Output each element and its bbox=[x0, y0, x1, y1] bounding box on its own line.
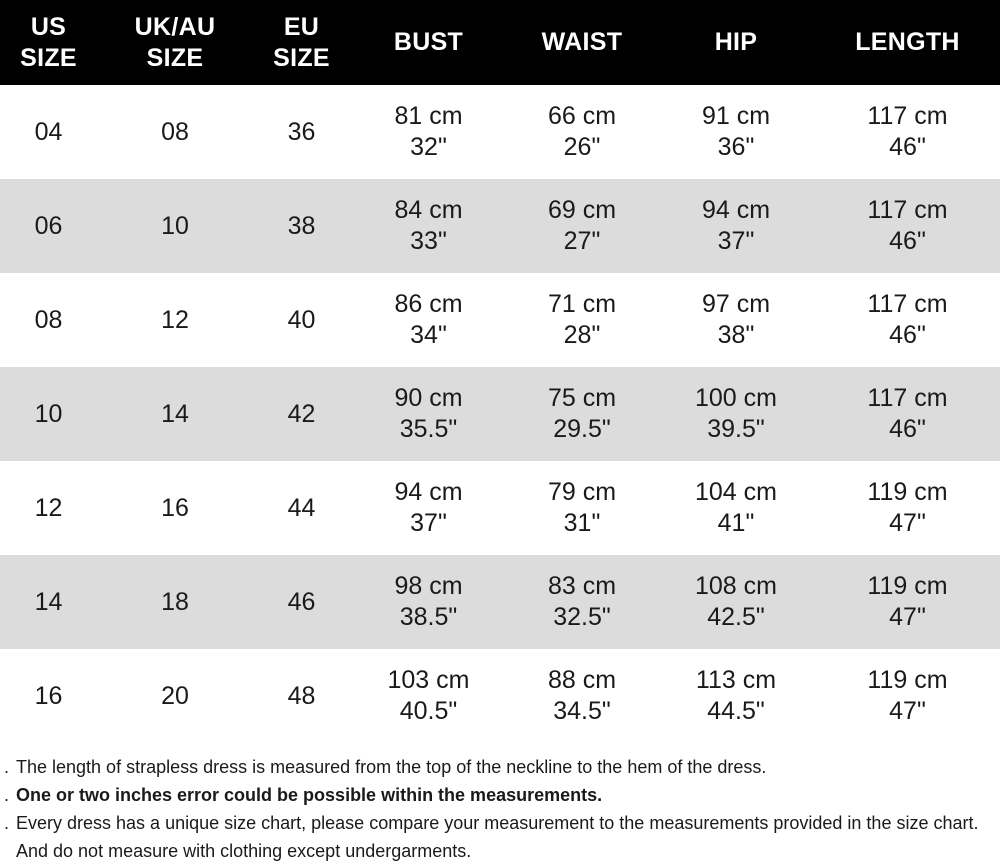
hip-cm-value: 97 cm bbox=[701, 290, 771, 318]
cell-eu-size: 36 bbox=[287, 117, 316, 146]
header-uk-au-size: UK/AU SIZE bbox=[134, 12, 216, 72]
header-hip: HIP bbox=[714, 28, 758, 56]
cell-us-size: 16 bbox=[34, 681, 63, 710]
length-cm-value: 117 cm bbox=[867, 196, 948, 224]
cell-waist bbox=[507, 179, 657, 273]
note-item bbox=[4, 753, 1000, 781]
table-header-row bbox=[0, 0, 1000, 85]
bust-inch-value: 33" bbox=[410, 227, 447, 255]
cell-length bbox=[815, 85, 1000, 179]
cell-bust bbox=[350, 273, 507, 367]
cell-uk-size: 14 bbox=[161, 399, 189, 428]
hip-cm-value: 108 cm bbox=[695, 572, 777, 600]
cell-bust bbox=[350, 367, 507, 461]
cell-eu-size: 44 bbox=[287, 493, 316, 522]
hip-cm-value: 91 cm bbox=[701, 102, 771, 130]
cell-uk-size: 08 bbox=[161, 117, 189, 146]
length-inch-value: 47" bbox=[889, 697, 926, 725]
bust-cm-value: 81 cm bbox=[394, 102, 463, 130]
hip-inch-value: 39.5" bbox=[707, 415, 765, 443]
cell-hip bbox=[657, 555, 815, 649]
cell-us-size: 12 bbox=[34, 493, 63, 522]
header-bust: BUST bbox=[393, 28, 464, 56]
cell-us-size: 04 bbox=[34, 117, 63, 146]
hip-inch-value: 38" bbox=[717, 321, 755, 349]
table-row bbox=[0, 461, 1000, 555]
cell-us-size: 14 bbox=[34, 587, 63, 616]
note-text: Every dress has a unique size chart, please compare your measurement to the measurements provided in the size chart. And do not measure with clothing except undergarments. bbox=[16, 813, 979, 861]
note-bullet: . bbox=[4, 813, 10, 833]
cell-bust bbox=[350, 555, 507, 649]
cell-hip bbox=[657, 273, 815, 367]
cell-length bbox=[815, 555, 1000, 649]
length-inch-value: 47" bbox=[889, 603, 926, 631]
cell-length bbox=[815, 461, 1000, 555]
cell-eu-size: 48 bbox=[287, 681, 316, 710]
length-cm-value: 117 cm bbox=[867, 290, 948, 318]
hip-inch-value: 42.5" bbox=[707, 603, 765, 631]
length-cm-value: 117 cm bbox=[867, 384, 948, 412]
length-cm-value: 119 cm bbox=[867, 572, 948, 600]
waist-cm-value: 66 cm bbox=[547, 102, 617, 130]
length-cm-value: 119 cm bbox=[867, 666, 948, 694]
table-row bbox=[0, 649, 1000, 743]
note-item bbox=[4, 781, 1000, 809]
cell-length bbox=[815, 179, 1000, 273]
header-eu-size: EU SIZE bbox=[273, 12, 330, 72]
cell-eu-size: 46 bbox=[287, 587, 316, 616]
cell-uk-size: 18 bbox=[161, 587, 189, 616]
length-inch-value: 46" bbox=[889, 227, 926, 255]
bust-cm-value: 103 cm bbox=[387, 666, 470, 694]
waist-inch-value: 27" bbox=[563, 227, 601, 255]
notes-section bbox=[0, 743, 1000, 865]
note-bullet: . bbox=[4, 785, 10, 805]
cell-eu-size: 40 bbox=[287, 305, 316, 334]
waist-cm-value: 75 cm bbox=[547, 384, 617, 412]
table-row bbox=[0, 367, 1000, 461]
bust-inch-value: 38.5" bbox=[399, 603, 458, 631]
bust-cm-value: 86 cm bbox=[394, 290, 463, 318]
bust-cm-value: 98 cm bbox=[394, 572, 463, 600]
waist-cm-value: 69 cm bbox=[547, 196, 617, 224]
header-us-size: US SIZE bbox=[20, 12, 77, 72]
cell-waist bbox=[507, 367, 657, 461]
bust-inch-value: 35.5" bbox=[399, 415, 458, 443]
hip-inch-value: 36" bbox=[717, 133, 755, 161]
waist-inch-value: 34.5" bbox=[553, 697, 611, 725]
hip-inch-value: 44.5" bbox=[707, 697, 765, 725]
cell-waist bbox=[507, 85, 657, 179]
waist-inch-value: 31" bbox=[563, 509, 601, 537]
header-length: LENGTH bbox=[855, 28, 960, 56]
cell-hip bbox=[657, 649, 815, 743]
cell-hip bbox=[657, 367, 815, 461]
bust-cm-value: 84 cm bbox=[394, 196, 463, 224]
bust-inch-value: 40.5" bbox=[399, 697, 458, 725]
bust-inch-value: 37" bbox=[410, 509, 447, 537]
header-waist: WAIST bbox=[541, 28, 623, 56]
waist-inch-value: 29.5" bbox=[553, 415, 611, 443]
cell-hip bbox=[657, 461, 815, 555]
cell-waist bbox=[507, 555, 657, 649]
waist-inch-value: 28" bbox=[563, 321, 601, 349]
table-body bbox=[0, 85, 1000, 743]
hip-inch-value: 41" bbox=[717, 509, 755, 537]
waist-cm-value: 71 cm bbox=[547, 290, 617, 318]
waist-cm-value: 83 cm bbox=[547, 572, 617, 600]
cell-length bbox=[815, 367, 1000, 461]
hip-cm-value: 94 cm bbox=[701, 196, 771, 224]
length-cm-value: 117 cm bbox=[867, 102, 948, 130]
hip-cm-value: 100 cm bbox=[695, 384, 777, 412]
bust-inch-value: 32" bbox=[410, 133, 447, 161]
length-inch-value: 46" bbox=[889, 415, 926, 443]
cell-us-size: 10 bbox=[34, 399, 63, 428]
bust-inch-value: 34" bbox=[410, 321, 447, 349]
table-row bbox=[0, 273, 1000, 367]
cell-uk-size: 10 bbox=[161, 211, 189, 240]
cell-length bbox=[815, 273, 1000, 367]
table-row bbox=[0, 85, 1000, 179]
cell-length bbox=[815, 649, 1000, 743]
waist-inch-value: 26" bbox=[563, 133, 601, 161]
cell-waist bbox=[507, 649, 657, 743]
cell-us-size: 08 bbox=[34, 305, 63, 334]
bust-cm-value: 90 cm bbox=[394, 384, 463, 412]
cell-uk-size: 12 bbox=[161, 305, 189, 334]
cell-waist bbox=[507, 273, 657, 367]
waist-inch-value: 32.5" bbox=[553, 603, 611, 631]
cell-hip bbox=[657, 85, 815, 179]
cell-us-size: 06 bbox=[34, 211, 63, 240]
hip-cm-value: 104 cm bbox=[695, 478, 777, 506]
cell-bust bbox=[350, 461, 507, 555]
waist-cm-value: 88 cm bbox=[547, 666, 617, 694]
length-inch-value: 46" bbox=[889, 133, 926, 161]
table-row bbox=[0, 555, 1000, 649]
cell-uk-size: 16 bbox=[161, 493, 189, 522]
cell-eu-size: 42 bbox=[287, 399, 316, 428]
length-inch-value: 47" bbox=[889, 509, 926, 537]
hip-cm-value: 113 cm bbox=[695, 666, 777, 694]
note-text: The length of strapless dress is measured from the top of the neckline to the hem of the dress. bbox=[16, 757, 767, 777]
waist-cm-value: 79 cm bbox=[547, 478, 617, 506]
note-item bbox=[4, 809, 1000, 865]
hip-inch-value: 37" bbox=[717, 227, 755, 255]
cell-waist bbox=[507, 461, 657, 555]
bust-cm-value: 94 cm bbox=[394, 478, 463, 506]
cell-bust bbox=[350, 179, 507, 273]
length-cm-value: 119 cm bbox=[867, 478, 948, 506]
note-text: One or two inches error could be possible within the measurements. bbox=[16, 785, 603, 805]
cell-eu-size: 38 bbox=[287, 211, 316, 240]
note-bullet: . bbox=[4, 757, 10, 777]
cell-uk-size: 20 bbox=[161, 681, 189, 710]
table-row bbox=[0, 179, 1000, 273]
length-inch-value: 46" bbox=[889, 321, 926, 349]
cell-bust bbox=[350, 85, 507, 179]
cell-hip bbox=[657, 179, 815, 273]
cell-bust bbox=[350, 649, 507, 743]
